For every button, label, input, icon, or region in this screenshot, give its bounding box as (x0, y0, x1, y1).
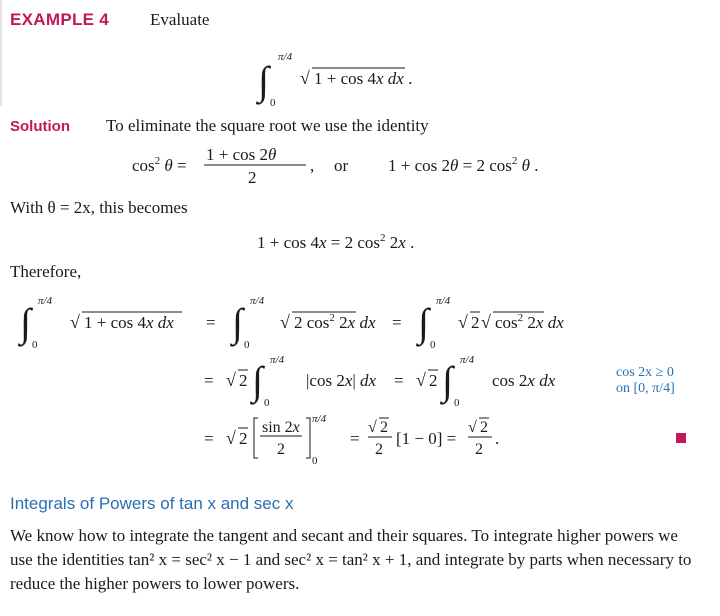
svg-text:2: 2 (380, 419, 388, 436)
svg-text:∫: ∫ (418, 300, 429, 345)
with-theta-text: With θ = 2x, this becomes (10, 198, 188, 217)
svg-text:π/4: π/4 (270, 354, 285, 366)
step2-margin-note (616, 365, 675, 397)
svg-text:π/4: π/4 (460, 354, 475, 366)
becomes-equation (255, 226, 475, 256)
svg-text:2: 2 (475, 441, 483, 458)
step1-equation (14, 290, 614, 352)
svg-text:2: 2 (248, 168, 257, 187)
identity-or: or (334, 156, 349, 175)
step1-render (14, 290, 614, 352)
becomes-render (255, 226, 475, 256)
svg-text:2 cos2 2x dx: 2 $\cos^2 2x$ dx (294, 312, 376, 332)
svg-text:∫: ∫ (252, 358, 263, 403)
svg-text:=: = (206, 313, 216, 332)
svg-text:1 + cos 2θ = 2 cos2 θ .: 1 + cos 2θ = 2 $\cos^2 \theta$ . (388, 155, 539, 175)
step3-equation (198, 412, 578, 468)
svg-text:π/4: π/4 (312, 413, 327, 425)
svg-text:π/4: π/4 (250, 295, 265, 307)
svg-text:=: = (392, 313, 402, 332)
svg-text:2: 2 (239, 429, 248, 448)
problem-equation (250, 40, 480, 110)
step2-equation (198, 350, 578, 410)
svg-text:√: √ (368, 419, 377, 436)
svg-text:2: 2 (429, 371, 438, 390)
step3-render (198, 412, 578, 468)
note-line-2: on [0, π/4] (616, 381, 675, 396)
left-margin-rule (0, 0, 2, 106)
svg-text:1 + cos 4x dx: 1 + cos 4x dx (84, 313, 174, 332)
svg-text:∫: ∫ (20, 300, 31, 345)
svg-text:0: 0 (430, 339, 436, 351)
svg-text:∫: ∫ (258, 58, 269, 103)
svg-text:=: = (204, 429, 214, 448)
example-label: EXAMPLE 4 (10, 10, 110, 29)
svg-text:0: 0 (454, 397, 460, 409)
svg-text:=: = (204, 371, 214, 390)
svg-text:2: 2 (239, 371, 248, 390)
svg-text:2: 2 (277, 441, 285, 458)
solution-intro: To eliminate the square root we use the identity (106, 116, 429, 135)
identity-render (130, 143, 600, 188)
svg-text:cos2 θ =: $\cos^2 \theta$ = (132, 155, 187, 175)
svg-text:π/4: π/4 (436, 295, 451, 307)
svg-text:1 + cos 4x dx .: 1 + cos 4x dx . (314, 69, 413, 88)
svg-text:[1 − 0] =: [1 − 0] = (396, 429, 457, 448)
svg-text:2: 2 (480, 419, 488, 436)
svg-text:√: √ (226, 370, 236, 390)
svg-text:cos2 2x dx: $\cos^2 2x$ dx (495, 312, 564, 332)
svg-text:∫: ∫ (442, 358, 453, 403)
svg-text:cos 2x dx: cos 2x dx (492, 371, 556, 390)
svg-text:0: 0 (312, 455, 318, 467)
svg-text:0: 0 (270, 97, 276, 109)
section-paragraph: We know how to integrate the tangent and secant and their squares. To integrate higher powers we use the identities tan² x = sec² x − 1 and sec² x = tan² x + 1, and integrate by parts when necessary to reduce the higher powers to lower powers. (10, 526, 692, 593)
note-line-1: cos 2x ≥ 0 (616, 365, 674, 380)
step2-render (198, 350, 578, 410)
svg-text:∫: ∫ (232, 300, 243, 345)
svg-text:sin 2x: sin 2x (262, 419, 300, 436)
section-title: Integrals of Powers of tan x and sec x (10, 494, 294, 513)
svg-text:1 + cos 4x = 2 cos2 2x .: 1 + cos 4x = 2 $\cos^2 2x$ . (257, 232, 415, 252)
svg-text:√: √ (70, 312, 80, 332)
svg-text:√: √ (468, 419, 477, 436)
identity-equations (130, 143, 600, 188)
therefore-text: Therefore, (10, 262, 82, 281)
svg-text:√: √ (416, 370, 426, 390)
svg-text:√: √ (300, 68, 310, 88)
svg-text:=: = (394, 371, 404, 390)
svg-text:√: √ (458, 312, 468, 332)
svg-text:1 + cos 2θ: 1 + cos 2θ (206, 145, 277, 164)
example-instruction: Evaluate (150, 10, 210, 29)
svg-text:0: 0 (244, 339, 250, 351)
svg-text:√: √ (481, 312, 491, 332)
svg-text:=: = (350, 429, 360, 448)
end-of-proof-square (676, 433, 686, 443)
svg-text:.: . (495, 429, 500, 448)
svg-text:√: √ (226, 428, 236, 448)
problem-equation-render (250, 40, 480, 110)
svg-text:,: , (310, 156, 315, 175)
svg-text:0: 0 (264, 397, 270, 409)
solution-label: Solution (10, 118, 70, 135)
svg-text:|cos 2x| dx: |cos 2x| dx (306, 371, 377, 390)
svg-text:2: 2 (471, 313, 480, 332)
svg-text:√: √ (280, 312, 290, 332)
svg-text:π/4: π/4 (38, 295, 53, 307)
svg-text:0: 0 (32, 339, 38, 351)
svg-text:2: 2 (375, 441, 383, 458)
svg-text:π/4: π/4 (278, 51, 293, 63)
